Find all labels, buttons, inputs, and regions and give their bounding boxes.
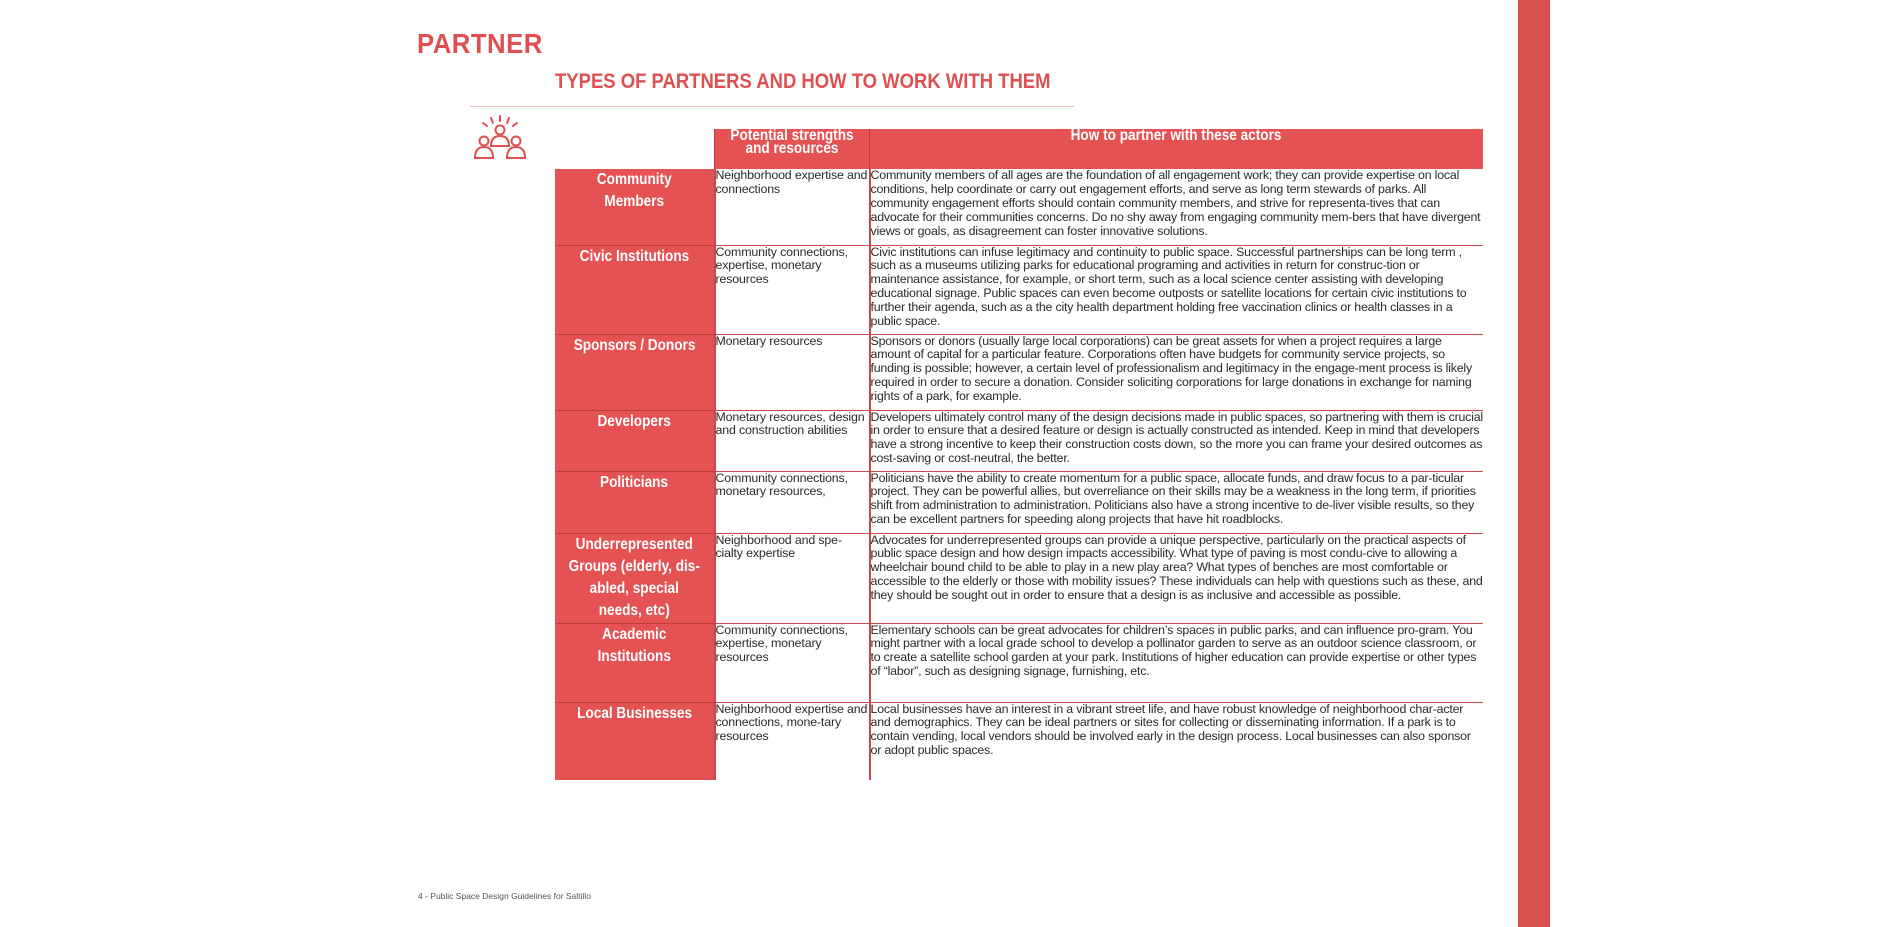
side-accent-bar bbox=[1518, 0, 1550, 927]
page-footer: 4 - Public Space Design Guidelines for Saltillo bbox=[418, 891, 591, 901]
strengths-cell: Neighborhood and spe-cialty expertise bbox=[715, 533, 870, 623]
how-cell: Community members of all ages are the foundation of all engagement work; they can provide expertise on local conditions, help coordinate or carry out engagement efforts, and serve as long term stewards of parks. All community engagement efforts should contain community members, and strive for representa-tives that can advocate for their communities concerns. Do no shy away from engaging community mem-bers that have divergent views or goals, as disagreement can foster innovative solutions. bbox=[870, 169, 1484, 245]
strengths-cell: Neighborhood expertise and connections bbox=[715, 169, 870, 245]
table-row bbox=[555, 623, 1483, 702]
how-cell: Sponsors or donors (usually large local corporations) can be great assets for when a project requires a large amount of capital for a particular feature. Corporations often have budgets for community service projects, so funding is possible; however, a certain level of professionalism and legitimacy in the engage-ment process is likely required in order to secure a donation. Consider soliciting corporations for large donations in exchange for naming rights of a park, for example. bbox=[870, 334, 1484, 410]
actor-label: Local Businesses bbox=[576, 704, 692, 722]
page-subtitle: TYPES OF PARTNERS AND HOW TO WORK WITH THEM bbox=[555, 70, 1051, 93]
actor-label: Politicians bbox=[600, 473, 669, 491]
actor-label: Community Members bbox=[596, 171, 672, 210]
how-cell: Advocates for underrepresented groups can provide a unique perspective, particularly on the practical aspects of public space design and how design impacts accessibility. What type of paving is most condu-cive to allowing a wheelchair bound child to be able to play in a new play area? What types of benches are most comfortable or accessible to the elderly or those with mobility issues? These individuals can help with questions such as these, and they should be sought out in order to ensure that a design is as inclusive and accessible as possible. bbox=[870, 533, 1484, 623]
partners-table bbox=[555, 129, 1483, 780]
actor-cell bbox=[555, 471, 715, 533]
actor-label: Sponsors / Donors bbox=[573, 336, 696, 354]
actor-cell bbox=[555, 245, 715, 334]
header-how-to-partner bbox=[870, 129, 1484, 169]
strengths-cell: Monetary resources, design and construction abilities bbox=[715, 410, 870, 471]
table-row bbox=[555, 702, 1483, 780]
strengths-cell: Monetary resources bbox=[715, 334, 870, 410]
table-row bbox=[555, 245, 1483, 334]
table-header-row bbox=[555, 129, 1483, 169]
table-row bbox=[555, 334, 1483, 410]
strengths-cell: Community connections, monetary resources, bbox=[715, 471, 870, 533]
actor-label: Underrepresented Groups (elderly, dis-abled, special needs, etc) bbox=[568, 535, 700, 619]
people-group-icon bbox=[470, 114, 530, 162]
actor-label: Developers bbox=[597, 412, 671, 430]
header-strengths bbox=[715, 129, 870, 169]
how-cell: Developers ultimately control many of the design decisions made in public spaces, so partnering with them is crucial in order to ensure that a desired feature or design is actually constructed as intended. Keep in mind that developers have a strong incentive to keep their construction costs down, so the more you can frame your desired outcomes as cost-saving or cost-neutral, the better. bbox=[870, 410, 1484, 471]
actor-cell bbox=[555, 623, 715, 702]
strengths-cell: Community connections, expertise, monetary resources bbox=[715, 623, 870, 702]
table-row bbox=[555, 471, 1483, 533]
table-row bbox=[555, 533, 1483, 623]
how-cell: Elementary schools can be great advocates for children’s spaces in public parks, and can influence pro-gram. You might partner with a local grade school to develop a pollinator garden to serve as an outdoor science classroom, or to create a satellite school garden at your park. Institutions of higher education can provide expertise or other types of “labor”, such as designing signage, furnishing, etc. bbox=[870, 623, 1484, 702]
table-row bbox=[555, 169, 1483, 245]
title-divider bbox=[470, 106, 1074, 107]
how-cell: Local businesses have an interest in a vibrant street life, and have robust knowledge of neighborhood char-acter and demographics. They can be ideal partners or sites for collecting or disseminating information. If a park is to contain vending, local vendors should be involved early in the design process. Local businesses can also sponsor or adopt public spaces. bbox=[870, 702, 1484, 780]
actor-label: Civic Institutions bbox=[579, 247, 690, 265]
strengths-cell: Neighborhood expertise and connections, mone-tary resources bbox=[715, 702, 870, 780]
actor-cell bbox=[555, 334, 715, 410]
how-cell: Civic institutions can infuse legitimacy and continuity to public space. Successful partnerships can be long term , such as a museums utilizing parks for educational programing and activities in return for construc-tion or maintenance assistance, for example, or short term, such as a local science center assisting with developing educational signage. Public spaces can even become outposts or satellite locations for certain civic institutions to further their agenda, such as a the city health department holding free vaccination clinics or health classes in a public space. bbox=[870, 245, 1484, 334]
actor-cell bbox=[555, 410, 715, 471]
actor-label: Academic Institutions bbox=[597, 625, 671, 665]
actor-cell bbox=[555, 169, 715, 245]
actor-cell bbox=[555, 702, 715, 780]
how-cell: Politicians have the ability to create momentum for a public space, allocate funds, and draw focus to a par-ticular project. They can be powerful allies, but overreliance on their skills may be a weakness in the long term, if priorities shift from administration to administration. Politicians also have a strong incentive to de-liver visible results, so they can be excellent partners for speeding along projects that have hit roadblocks. bbox=[870, 471, 1484, 533]
header-strengths-label: Potential strengths and resources bbox=[730, 127, 854, 157]
strengths-cell: Community connections, expertise, monetary resources bbox=[715, 245, 870, 334]
section-title: PARTNER bbox=[417, 28, 543, 59]
actor-cell bbox=[555, 533, 715, 623]
header-how-label: How to partner with these actors bbox=[1071, 127, 1282, 144]
table-row bbox=[555, 410, 1483, 471]
header-empty-cell bbox=[555, 129, 715, 169]
